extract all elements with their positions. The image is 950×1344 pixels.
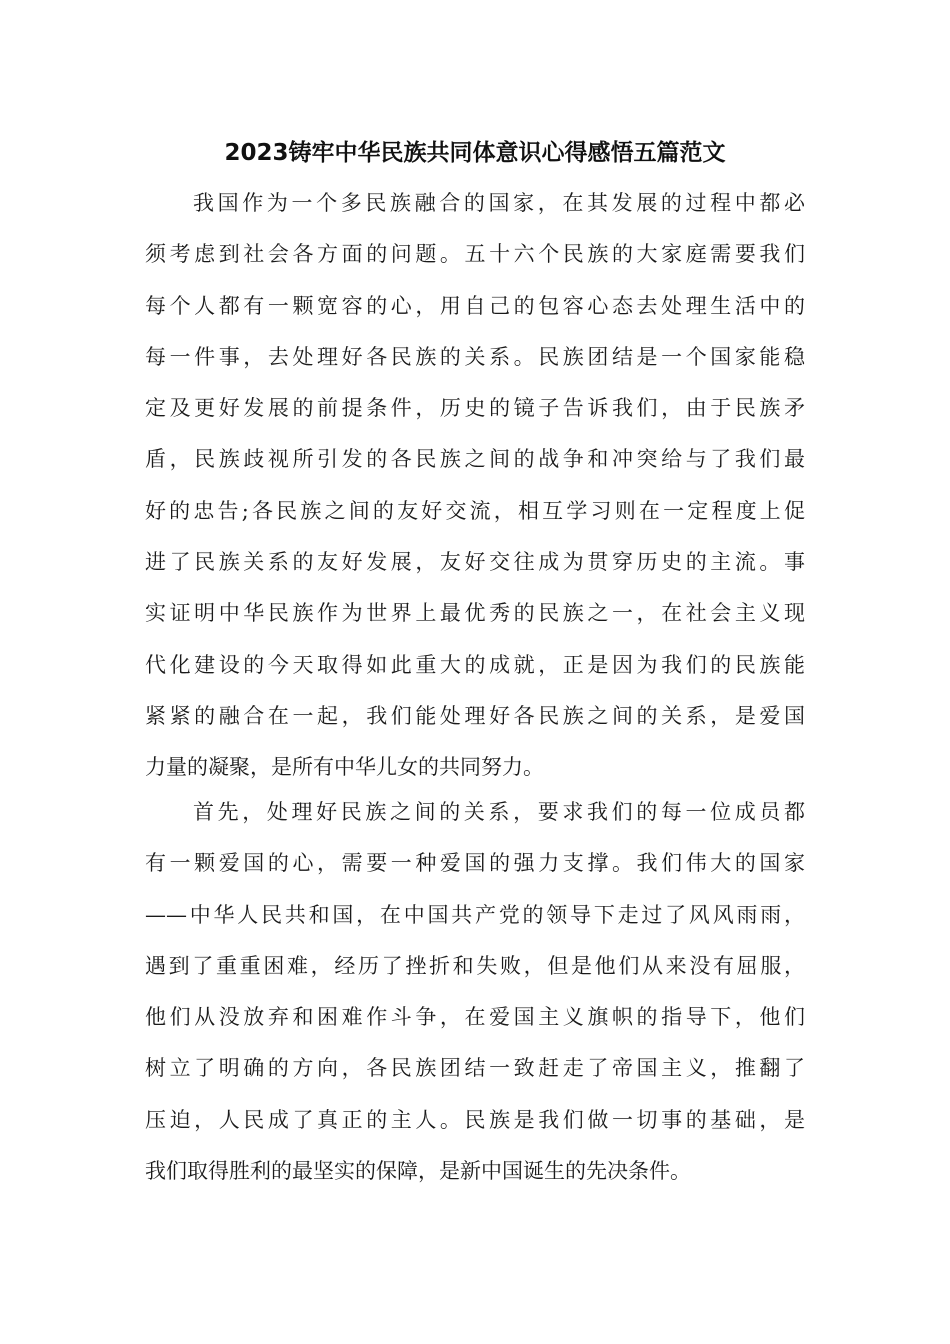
paragraph-line: 盾，民族歧视所引发的各民族之间的战争和冲突给与了我们最 xyxy=(145,447,805,472)
paragraph-2 xyxy=(145,787,805,1197)
document-title: 2023铸牢中华民族共同体意识心得感悟五篇范文 xyxy=(224,140,726,166)
paragraph-line: ——中华人民共和国，在中国共产党的领导下走过了风风雨雨， xyxy=(145,902,805,927)
paragraph-line: 定及更好发展的前提条件，历史的镜子告诉我们，由于民族矛 xyxy=(145,396,805,421)
paragraph-line: 紧紧的融合在一起，我们能处理好各民族之间的关系，是爱国 xyxy=(145,703,805,728)
paragraph-line: 压迫，人民成了真正的主人。民族是我们做一切事的基础，是 xyxy=(145,1107,805,1132)
paragraph-line: 每个人都有一颗宽容的心，用自己的包容心态去处理生活中的 xyxy=(145,293,805,318)
paragraph-line: 有一颗爱国的心，需要一种爱国的强力支撑。我们伟大的国家 xyxy=(145,851,805,876)
paragraph-line: 他们从没放弃和困难作斗争，在爱国主义旗帜的指导下，他们 xyxy=(145,1005,805,1030)
paragraph-line: 遇到了重重困难，经历了挫折和失败，但是他们从来没有屈服， xyxy=(145,953,805,978)
paragraph-line: 实证明中华民族作为世界上最优秀的民族之一，在社会主义现 xyxy=(145,601,805,626)
paragraph-line: 进了民族关系的友好发展，友好交往成为贯穿历史的主流。事 xyxy=(145,550,805,575)
paragraph-line: 首先，处理好民族之间的关系，要求我们的每一位成员都 xyxy=(193,800,805,824)
paragraph-1 xyxy=(145,178,805,794)
paragraph-line: 我们取得胜利的最坚实的保障，是新中国诞生的先决条件。 xyxy=(145,1159,691,1184)
paragraph-line: 每一件事，去处理好各民族的关系。民族团结是一个国家能稳 xyxy=(145,344,805,369)
paragraph-line: 力量的凝聚，是所有中华儿女的共同努力。 xyxy=(145,755,544,780)
paragraph-line: 我国作为一个多民族融合的国家，在其发展的过程中都必 xyxy=(193,191,805,215)
paragraph-line: 树立了明确的方向，各民族团结一致赶走了帝国主义，推翻了 xyxy=(145,1056,805,1081)
paragraph-line: 须考虑到社会各方面的问题。五十六个民族的大家庭需要我们 xyxy=(145,242,805,267)
paragraph-line: 好的忠告;各民族之间的友好交流，相互学习则在一定程度上促 xyxy=(145,498,805,523)
paragraph-line: 代化建设的今天取得如此重大的成就，正是因为我们的民族能 xyxy=(145,652,805,677)
